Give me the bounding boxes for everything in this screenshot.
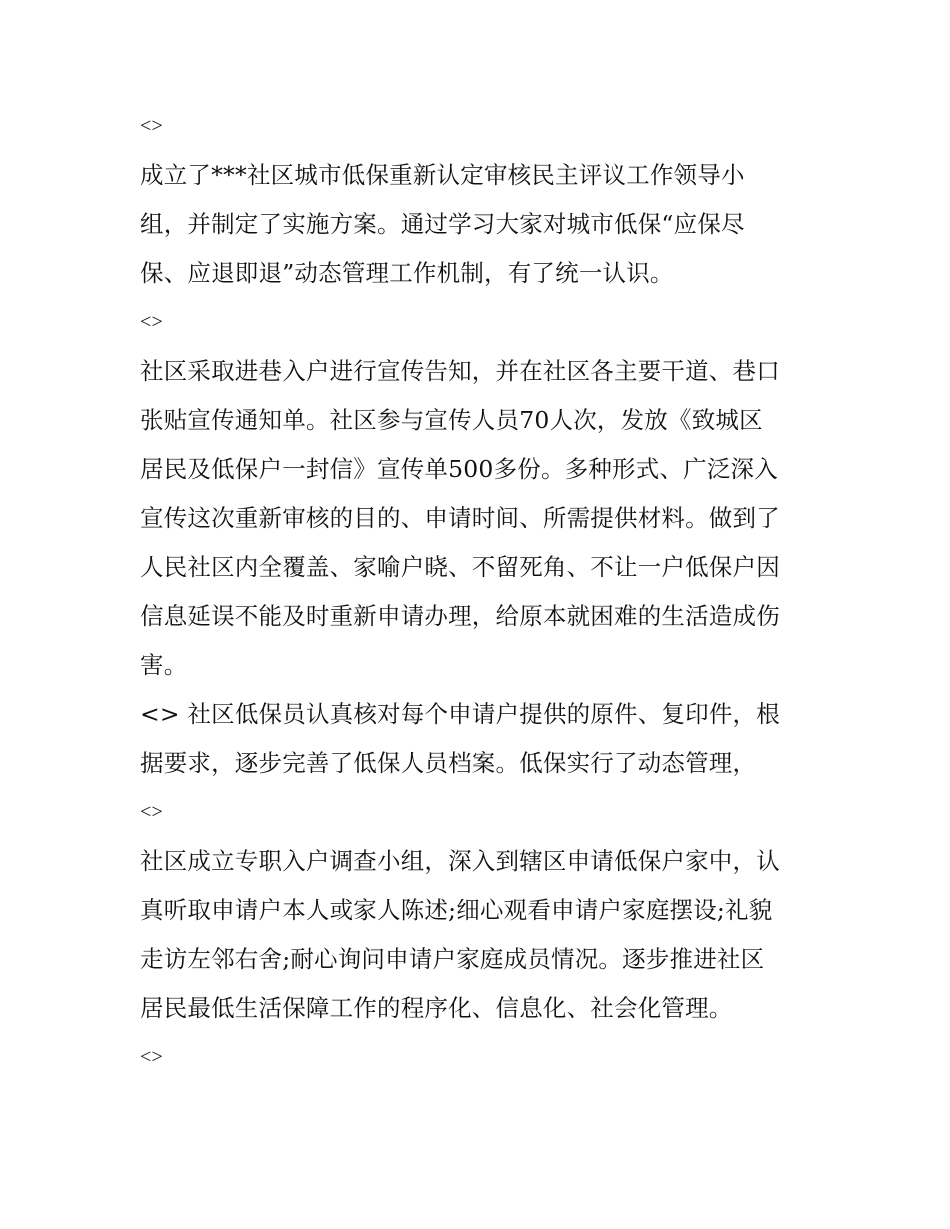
section-marker: <> [140, 801, 163, 823]
paragraph-line: 信息延误不能及时重新申请办理，给原本就困难的生活造成伤 [140, 602, 780, 630]
paragraph-line: <> 社区低保员认真核对每个申请户提供的原件、复印件，根 [140, 700, 780, 728]
section-marker: <> [140, 1046, 163, 1068]
section-marker: <> [140, 115, 163, 137]
paragraph-line: 宣传这次重新审核的目的、申请时间、所需提供材料。做到了 [140, 504, 780, 532]
document-body [140, 102, 820, 1082]
paragraph-line: 组，并制定了实施方案。通过学习大家对城市低保“应保尽 [140, 210, 745, 238]
paragraph-line: 成立了***社区城市低保重新认定审核民主评议工作领导小 [140, 161, 745, 189]
paragraph-line: 保、应退即退”动态管理工作机制，有了统一认识。 [140, 259, 674, 287]
paragraph-line: 社区采取进巷入户进行宣传告知，并在社区各主要干道、巷口 [140, 357, 780, 385]
paragraph-line: 居民最低生活保障工作的程序化、信息化、社会化管理。 [140, 994, 733, 1022]
paragraph-line: 据要求，逐步完善了低保人员档案。低保实行了动态管理， [140, 749, 757, 777]
paragraph-line: 走访左邻右舍;耐心询问申请户家庭成员情况。逐步推进社区 [140, 945, 765, 973]
paragraph-line: 人民社区内全覆盖、家喻户晓、不留死角、不让一户低保户因 [140, 553, 780, 581]
paragraph-line: 真听取申请户本人或家人陈述;细心观看申请户家庭摆设;礼貌 [140, 896, 773, 924]
paragraph-line: 害。 [140, 651, 188, 679]
paragraph-line: 张贴宣传通知单。社区参与宣传人员70人次，发放《致城区 [140, 406, 763, 434]
section-marker: <> [140, 311, 163, 333]
paragraph-line: 社区成立专职入户调查小组，深入到辖区申请低保户家中，认 [140, 847, 780, 875]
paragraph-line: 居民及低保户一封信》宣传单500多份。多种形式、广泛深入 [140, 455, 778, 483]
